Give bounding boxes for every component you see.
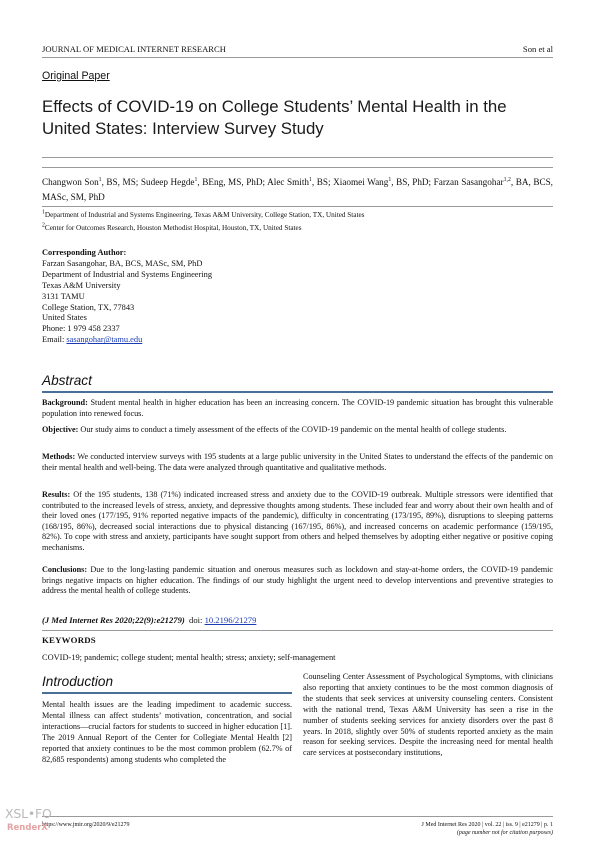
abstract-label: Background: — [42, 398, 88, 407]
abstract-label: Objective: — [42, 425, 79, 434]
email-label: Email: — [42, 335, 67, 345]
corresponding-line: Texas A&M University — [42, 280, 121, 290]
author-name: Changwon Son — [42, 177, 99, 187]
author-list — [42, 175, 553, 204]
author-name: Sudeep Hegde — [140, 177, 195, 187]
paper-title: Effects of COVID-19 on College Students’ Mental Health in the United States: Interview Survey Study — [42, 97, 507, 138]
author-affil-sup: 1 — [309, 176, 312, 183]
abstract-text: We conducted interview surveys with 195 students at a large public university in the United States to understand the effects of the pandemic on their mental health and well-being. The data were analyzed through quantitative and qualitative methods. — [42, 452, 553, 472]
doi-link[interactable]: 10.2196/21279 — [204, 615, 257, 625]
abstract-results — [42, 490, 553, 554]
xslfo-logo: XSL•FO — [5, 806, 52, 821]
keywords-rule — [42, 630, 553, 631]
keywords-heading: KEYWORDS — [42, 635, 96, 645]
abstract-label: Results: — [42, 490, 71, 499]
abstract-text: Due to the long-lasting pandemic situation and onerous measures such as lockdown and stay-at-home orders, the COVID-19 pandemic brings negative impacts on higher education. The findings of our study highlight the urgent need to develop interventions and preventive strategies to address the mental health of college students. — [42, 565, 554, 596]
citation-line — [42, 615, 256, 626]
keywords-text: COVID-19; pandemic; college student; mental health; stress; anxiety; self-management — [42, 653, 336, 662]
author-degrees: , BS; — [311, 177, 334, 187]
author-name: Alec Smith — [267, 177, 309, 187]
abstract-label: Methods: — [42, 452, 76, 461]
introduction-heading: Introduction — [42, 674, 292, 694]
author-degrees: , BS, MS; — [101, 177, 141, 187]
abstract-methods — [42, 452, 553, 473]
abstract-background — [42, 398, 553, 419]
abstract-conclusions — [42, 565, 553, 597]
author-name: Xiaomei Wang — [333, 177, 389, 187]
corresponding-line: Phone: 1 979 458 2337 — [42, 324, 120, 334]
footer-page-info — [422, 821, 553, 838]
citation-journal: (J Med Internet Res 2020;22(9):e21279) — [42, 615, 185, 625]
author-degrees: , BA, BCS, MASc, SM, PhD — [42, 177, 553, 202]
corresponding-line: United States — [42, 313, 87, 323]
affiliation-sup: 1 — [42, 209, 45, 216]
paper-type: Original Paper — [42, 70, 110, 82]
header-rule — [42, 57, 553, 58]
authors-rule — [42, 206, 553, 207]
renderx-logo: RenderX — [7, 823, 48, 833]
author-degrees: , BS, PhD; — [391, 177, 434, 187]
affiliation-text: Department of Industrial and Systems Engineering, Texas A&M University, College Station, TX, United States — [44, 211, 365, 219]
affiliation-2 — [42, 223, 553, 233]
footer-url: https://www.jmir.org/2020/9/e21279 — [42, 822, 130, 828]
journal-name: JOURNAL OF MEDICAL INTERNET RESEARCH — [42, 44, 226, 54]
abstract-text: Of the 195 students, 138 (71%) indicated increased stress and anxiety due to the COVID-19 outbreak. Multiple stressors were identified that contributed to the increased levels of stress, anxiety, and depressive thoughts among students. These included fear and worry about their own health and of their loved ones (177/195, 91% reported negative impacts of the pandemic), difficulty in concentrating (173/195, 89%), disruptions to sleeping patterns (168/195, 86%), decreased social interactions due to physical distancing (167/195, 86%), and increased concerns on academic performance (159/195, 82%). To cope with stress and anxiety, participants have sought support from others and helped themselves by adopting either negative or positive coping mechanisms. — [42, 490, 554, 552]
author-affil-sup: 1 — [194, 176, 198, 183]
abstract-heading: Abstract — [42, 373, 553, 393]
abstract-text: Our study aims to conduct a timely assessment of the effects of the COVID-19 pandemic on the mental health of college students. — [80, 425, 507, 434]
author-affil-sup: 1,2 — [503, 176, 511, 183]
footer-rule — [42, 816, 553, 817]
body-column-right: Counseling Center Assessment of Psychological Symptoms, with clinicians also reporting that anxiety continues to be the most common diagnosis of the students that seek services at university counseling centers. Consistent with the national trend, Texas A&M University has seen a rise in the number of students seeking services for anxiety disorders over the past 8 years. In 2018, slightly over 50% of students reported anxiety as the main reason for seeking services. Despite the increasing need for mental health care services at postsecondary institutions, — [303, 672, 553, 758]
affiliation-text: Center for Outcomes Research, Houston Methodist Hospital, Houston, TX, United States — [44, 224, 302, 232]
affiliation-sup: 2 — [42, 222, 45, 229]
corresponding-label: Corresponding Author: — [42, 248, 127, 257]
title-rule-bottom — [42, 167, 553, 168]
corresponding-line: College Station, TX, 77843 — [42, 302, 135, 312]
running-author: Son et al — [522, 44, 553, 54]
corresponding-author — [42, 248, 212, 346]
author-name: Farzan Sasangohar — [433, 177, 504, 187]
corresponding-line: Farzan Sasangohar, BA, BCS, MASc, SM, PhD — [42, 258, 203, 268]
corresponding-email-line — [42, 335, 212, 346]
author-affil-sup: 1 — [98, 176, 102, 183]
footer-issue: J Med Internet Res 2020 | vol. 22 | iss. 9 | e21279 | p. 1 — [421, 822, 553, 828]
email-link[interactable]: sasangohar@tamu.edu — [66, 335, 143, 345]
author-degrees: , BEng, MS, PhD; — [197, 177, 268, 187]
body-column-left: Mental health issues are the leading impediment to academic success. Mental illness can affect students’ motivation, concentration, and social interactions—crucial factors for students to succeed in higher education [1]. The 2019 Annual Report of the Center for Collegiate Mental Health [2] reported that anxiety continues to be the most common problem (62.7% of 82,685 respondents) among students who completed the — [42, 700, 292, 764]
corresponding-line: Department of Industrial and Systems Engineering — [42, 269, 213, 279]
abstract-objective — [42, 425, 553, 436]
corresponding-line: 3131 TAMU — [42, 291, 85, 301]
author-affil-sup: 1 — [388, 176, 392, 183]
running-header — [42, 44, 553, 55]
footer-note: (page number not for citation purposes) — [456, 830, 553, 837]
title-rule-top — [42, 157, 553, 158]
abstract-label: Conclusions: — [42, 565, 88, 574]
affiliation-1 — [42, 210, 553, 220]
abstract-text: Student mental health in higher education has been an increasing concern. The COVID-19 pandemic situation has brought this vulnerable population into renewed focus. — [42, 398, 554, 418]
doi-label: doi: — [189, 615, 205, 625]
